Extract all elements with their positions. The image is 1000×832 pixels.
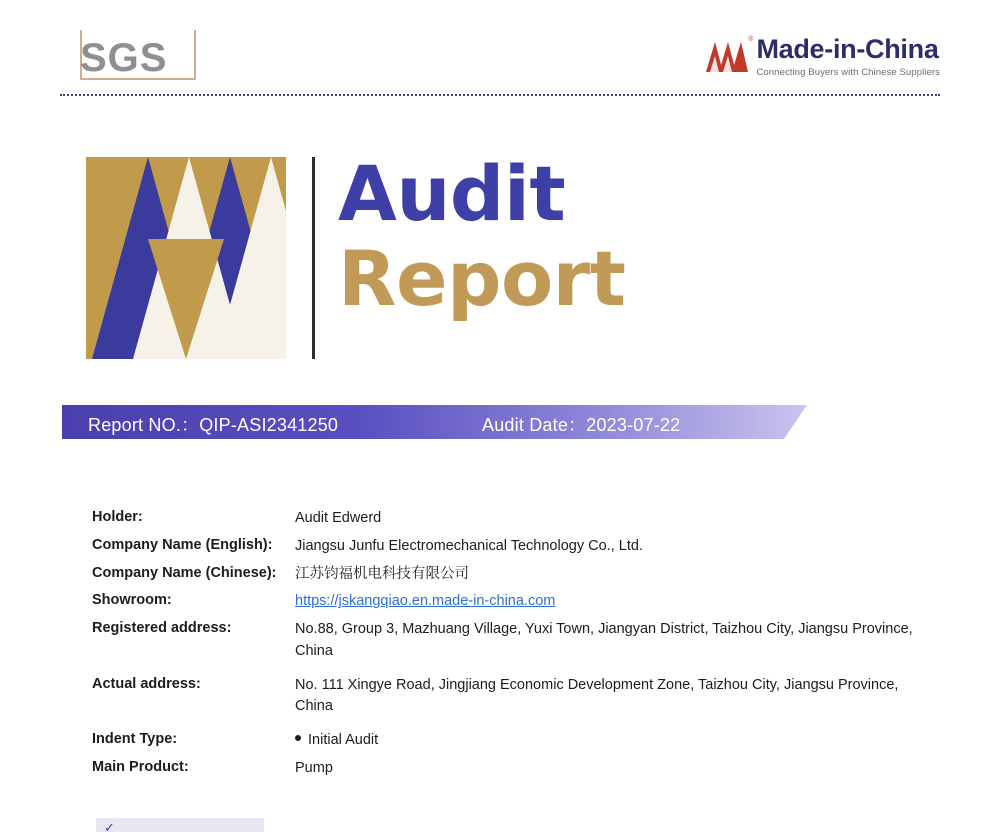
sgs-logo <box>80 30 200 88</box>
sgs-logo-text: SGS <box>80 36 168 80</box>
info-row-company-name-english <box>92 536 932 558</box>
info-row-holder <box>92 508 932 530</box>
info-value-company-name-english: Jiangsu Junfu Electromechanical Technology Co., Ltd. <box>295 537 643 554</box>
audit-date-label: Audit Date： <box>482 415 587 435</box>
info-value-main-product: Pump <box>295 759 333 776</box>
audit-logo-graphic <box>86 157 286 359</box>
registered-trademark-icon: ® <box>748 36 754 43</box>
sgs-logo-right-bar <box>194 30 196 80</box>
made-in-china-logo <box>706 36 940 84</box>
report-number-value: QIP-ASI2341250 <box>199 415 339 435</box>
showroom-link[interactable]: https://jskangqiao.en.made-in-china.com <box>295 593 556 610</box>
made-in-china-title: Made-in-China <box>756 34 939 64</box>
info-value-registered-address: No.88, Group 3, Mazhuang Village, Yuxi Town, Jiangyan District, Taizhou City, Jiangsu Province, China <box>295 621 913 659</box>
title-vertical-rule <box>312 157 315 359</box>
info-value-indent-type <box>295 730 932 752</box>
page-title-line1: Audit <box>338 149 566 238</box>
info-row-showroom <box>92 591 932 613</box>
info-row-main-product <box>92 758 932 780</box>
info-label-actual-address: Actual address: <box>92 675 201 692</box>
info-label-company-name-chinese: Company Name (Chinese): <box>92 564 277 581</box>
info-label-showroom: Showroom: <box>92 592 172 609</box>
page-header <box>60 28 940 90</box>
bullet-icon <box>295 735 301 741</box>
company-info-table <box>92 508 932 786</box>
info-label-company-name-english: Company Name (English): <box>92 536 273 553</box>
logo-triangle-white-right <box>215 157 286 359</box>
info-label-holder: Holder: <box>92 509 143 525</box>
info-label-indent-type: Indent Type: <box>92 731 178 747</box>
logo-notch <box>148 239 224 359</box>
made-in-china-wordmark <box>756 36 940 78</box>
info-row-company-name-chinese <box>92 564 932 586</box>
info-value-actual-address: No. 111 Xingye Road, Jingjiang Economic Development Zone, Taizhou City, Jiangsu Province, China <box>295 676 899 715</box>
report-number-label: Report NO.： <box>88 415 200 435</box>
title-block <box>86 149 806 359</box>
bottom-cutoff-block <box>96 818 264 832</box>
audit-date <box>482 411 680 437</box>
report-number <box>88 411 338 437</box>
audit-date-value: 2023-07-22 <box>586 415 681 435</box>
report-meta-bar <box>62 405 807 439</box>
info-row-actual-address <box>92 675 932 719</box>
made-in-china-subtitle: Connecting Buyers with Chinese Suppliers <box>756 67 940 78</box>
info-row-registered-address <box>92 619 932 663</box>
info-row-indent-type <box>92 730 932 752</box>
page-title-line2: Report <box>338 233 626 323</box>
made-in-china-mark-icon <box>706 36 754 72</box>
header-divider <box>60 94 940 96</box>
info-label-main-product: Main Product: <box>92 758 189 775</box>
title-words <box>338 149 626 323</box>
check-icon: ✓ <box>104 820 115 832</box>
indent-type-text: Initial Audit <box>308 732 379 748</box>
info-value-holder: Audit Edwerd <box>295 510 382 526</box>
info-label-registered-address: Registered address: <box>92 620 232 636</box>
info-value-company-name-chinese: 江苏钧福机电科技有限公司 <box>295 565 469 582</box>
